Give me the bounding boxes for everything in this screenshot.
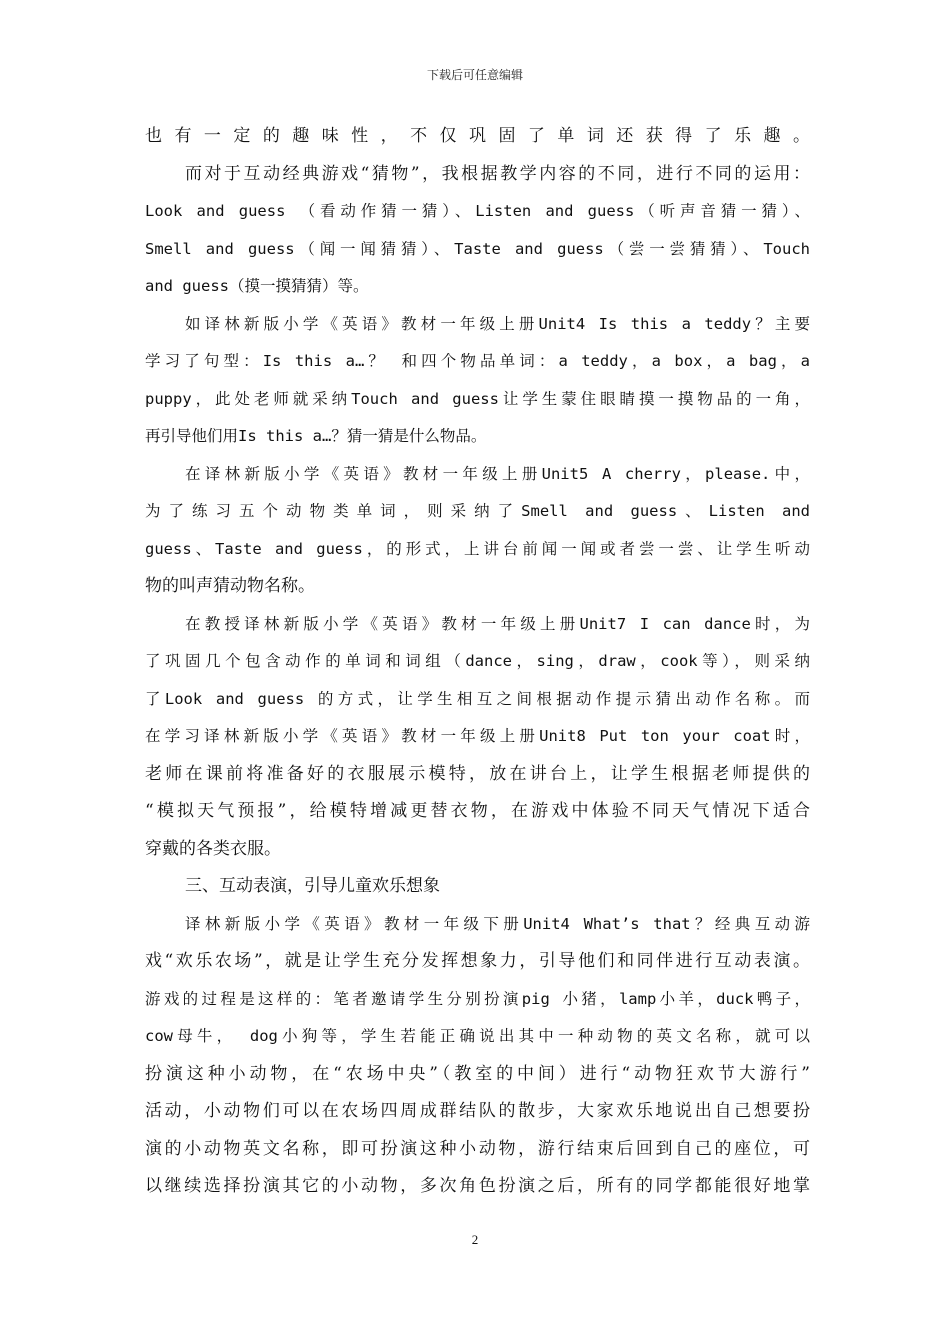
text-line: 老师在课前将准备好的衣服展示模特，放在讲台上，让学生根据老师提供的 <box>145 763 810 784</box>
text-line: guess、Taste and guess，的形式，上讲台前闻一闻或者尝一尝、让学生听动 <box>145 539 810 558</box>
text-line: 为了练习五个动物类单词，则采纳了Smell and guess、Listen and <box>145 502 810 520</box>
text-line: cow母牛， dog小狗等，学生若能正确说出其中一种动物的英文名称，就可以 <box>145 1027 810 1045</box>
text-line: “模拟天气预报”，给模特增减更替衣物，在游戏中体验不同天气情况下适合 <box>145 801 810 821</box>
text-line: 也有一定的趣味性，不仅巩固了单词还获得了乐趣。 <box>145 126 810 146</box>
text-line: 活动，小动物们可以在农场四周成群结队的散步，大家欢乐地说出自己想要扮 <box>145 1101 810 1121</box>
section-heading: 三、互动表演，引导儿童欢乐想象 <box>185 876 440 896</box>
document-body <box>145 118 810 1206</box>
text-line: 戏“欢乐农场”，就是让学生充分发挥想象力，引导他们和同伴进行互动表演。 <box>145 951 810 971</box>
paragraph-start-line: 在译林新版小学《英语》教材一年级上册Unit5 A cherry，please.中， <box>185 464 810 483</box>
paragraph-start-line: 在教授译林新版小学《英语》教材一年级上册Unit7 I can dance时，为 <box>185 614 810 633</box>
text-line: and guess（摸一摸猜猜）等。 <box>145 277 369 295</box>
text-line: 扮演这种小动物，在“农场中央”（教室的中间）进行“动物狂欢节大游行” <box>145 1063 810 1084</box>
paragraph-start-line: 译林新版小学《英语》教材一年级下册Unit4 What’s that？经典互动游 <box>185 914 810 933</box>
text-line: puppy，此处老师就采纳Touch and guess让学生蒙住眼睛摸一摸物品的一角， <box>145 389 810 408</box>
text-line: Smell and guess（闻一闻猜猜）、Taste and guess（尝一尝猜猜）、Touch <box>145 239 810 258</box>
text-line: 穿戴的各类衣服。 <box>145 838 281 859</box>
text-line: 在学习译林新版小学《英语》教材一年级上册Unit8 Put ton your coat时， <box>145 727 810 745</box>
text-line: 演的小动物英文名称，即可扮演这种小动物，游行结束后回到自己的座位，可 <box>145 1138 810 1159</box>
text-line: 游戏的过程是这样的：笔者邀请学生分别扮演pig 小猪，lamp小羊，duck鸭子， <box>145 989 810 1008</box>
paragraph-start-line: 而对于互动经典游戏“猜物”，我根据教学内容的不同，进行不同的运用： <box>185 163 810 184</box>
text-line: 学习了句型：Is this a…？ 和四个物品单词：a teddy，a box，a bag，a <box>145 352 810 370</box>
page-header: 下载后可任意编辑 <box>426 68 523 82</box>
text-line: 以继续选择扮演其它的小动物，多次角色扮演之后，所有的同学都能很好地掌 <box>145 1176 810 1196</box>
paragraph-start-line: 如译林新版小学《英语》教材一年级上册Unit4 Is this a teddy？主要 <box>185 314 810 333</box>
text-line: 物的叫声猜动物名称。 <box>145 576 315 596</box>
page-number: 2 <box>471 1232 479 1247</box>
text-line: Look and guess （看动作猜一猜）、Listen and guess（听声音猜一猜）、 <box>145 202 810 220</box>
text-line: 再引导他们用Is this a…？猜一猜是什么物品。 <box>145 427 487 445</box>
text-line: 了巩固几个包含动作的单词和词组（dance，sing，draw，cook等），则采纳 <box>145 652 810 670</box>
text-line: 了Look and guess 的方式，让学生相互之间根据动作提示猜出动作名称。而 <box>145 689 810 708</box>
